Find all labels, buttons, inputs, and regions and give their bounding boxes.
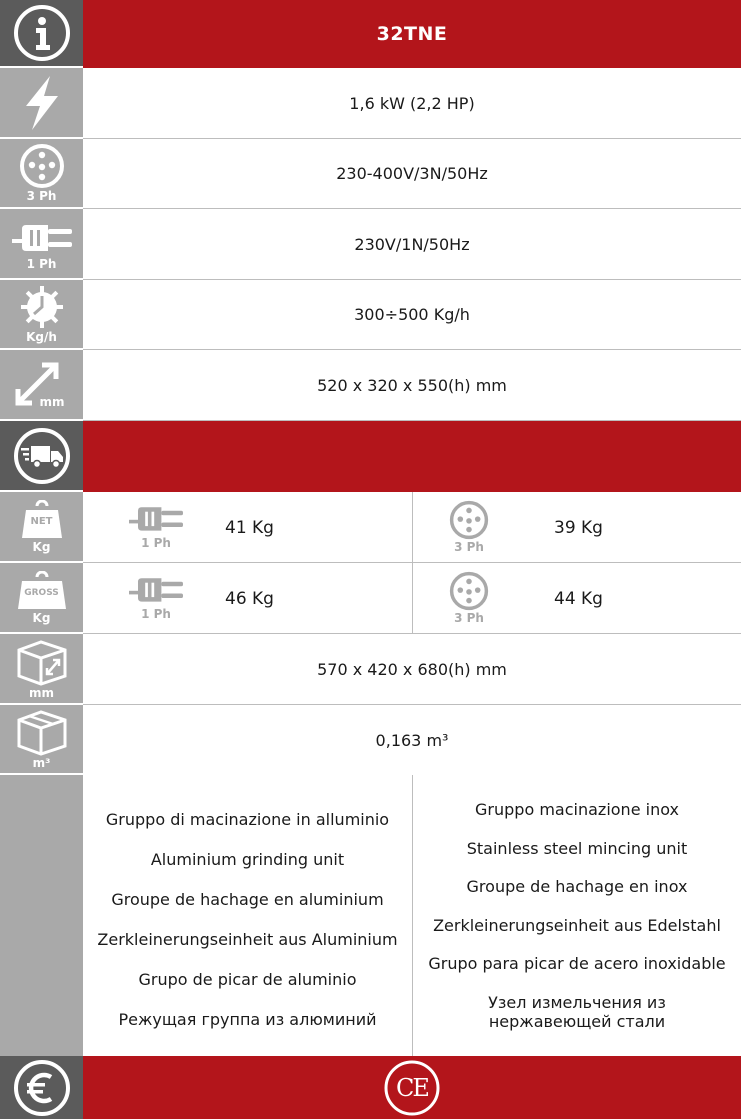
dimensions-caption: mm	[39, 394, 65, 409]
net-unit-caption: Kg	[32, 539, 51, 554]
gross-single-phase-value: 46 Kg	[225, 588, 274, 609]
gross-single-phase-caption: 1 Ph	[141, 607, 171, 621]
stainless-description-ru: Узел измельчения из нержавеющей стали	[488, 992, 666, 1031]
net-single-phase-caption: 1 Ph	[141, 536, 171, 550]
three-phase-row	[0, 139, 744, 209]
stainless-description-de: Zerkleinerungseinheit aus Edelstahl	[433, 915, 721, 935]
single-phase-icon-cell	[0, 209, 83, 280]
packing-dimensions-caption: mm	[28, 685, 54, 700]
model-title-cell	[83, 0, 741, 68]
shipping-header-band	[83, 421, 741, 492]
header-row	[0, 0, 744, 68]
stainless-description-column	[413, 775, 741, 1056]
net-weight-icon-cell	[0, 492, 83, 563]
net-weight-row	[0, 492, 744, 563]
single-phase-caption: 1 Ph	[26, 256, 57, 271]
lightning-bolt-icon	[20, 74, 64, 132]
three-phase-socket-icon	[18, 143, 66, 189]
packing-dimensions-row	[0, 634, 744, 705]
info-cell	[0, 0, 83, 68]
gross-three-phase-value: 44 Kg	[554, 588, 603, 609]
power-value: 1,6 kW (2,2 HP)	[349, 93, 475, 113]
aluminium-description-it: Gruppo di macinazione in alluminio	[105, 810, 390, 829]
dimensions-icon-cell	[0, 350, 83, 421]
net-weight-icon	[18, 500, 66, 540]
single-phase-supply-value: 230V/1N/50Hz	[354, 234, 470, 254]
volume-value: 0,163 m³	[375, 730, 449, 750]
dimensions-row	[0, 350, 744, 421]
gross-weight-row	[0, 563, 744, 634]
output-row	[0, 280, 744, 350]
description-row	[0, 775, 744, 1056]
power-row	[0, 68, 744, 139]
net-plug-mini	[116, 500, 196, 550]
ce-mark	[384, 1060, 440, 1116]
gross-plug-mini	[116, 571, 196, 621]
gross-weight-icon-cell	[0, 563, 83, 634]
aluminium-description-ru: Режущая группа из алюминий	[118, 1010, 377, 1029]
three-phase-caption: 3 Ph	[26, 189, 57, 203]
aluminium-description-column	[83, 775, 413, 1056]
aluminium-description-fr: Groupe de hachage en aluminium	[111, 890, 384, 909]
single-phase-row	[0, 209, 744, 280]
output-value-cell	[83, 280, 741, 350]
output-caption: Kg/h	[26, 330, 57, 344]
box-icon	[15, 708, 69, 756]
gear-clock-icon	[18, 284, 66, 330]
aluminium-description-en: Aluminium grinding unit	[150, 850, 345, 869]
shipping-header-row	[0, 421, 744, 492]
single-phase-value-cell	[83, 209, 741, 280]
volume-caption: m³	[32, 756, 51, 770]
box-dimensions-icon	[15, 638, 69, 686]
packing-dimensions-value: 570 x 420 x 680(h) mm	[317, 659, 507, 679]
three-phase-icon-cell	[0, 139, 83, 209]
ce-mark-text: CE	[396, 1073, 428, 1102]
gross-three-phase-caption: 3 Ph	[454, 611, 484, 625]
stainless-description-es: Grupo para picar de acero inoxidable	[428, 954, 726, 974]
power-value-cell	[83, 68, 741, 139]
net-single-phase-value: 41 Kg	[225, 517, 274, 538]
aluminium-description-de: Zerkleinerungseinheit aus Aluminium	[97, 930, 398, 949]
power-icon-cell	[0, 68, 83, 139]
gross-socket-mini	[429, 571, 509, 625]
output-value: 300÷500 Kg/h	[354, 305, 470, 324]
dimensions-value: 520 x 320 x 550(h) mm	[317, 375, 507, 395]
gross-label: GROSS	[24, 587, 59, 598]
model-title: 32TNE	[376, 23, 448, 45]
stainless-description-it: Gruppo macinazione inox	[475, 800, 679, 820]
three-phase-supply-value: 230-400V/3N/50Hz	[336, 164, 488, 183]
info-icon	[13, 4, 71, 62]
net-three-phase-value: 39 Kg	[554, 517, 603, 538]
shipping-icon-cell	[0, 421, 83, 492]
aluminium-description-es: Grupo de picar de aluminio	[138, 970, 357, 989]
net-socket-mini	[429, 500, 509, 554]
plug-icon	[10, 217, 74, 257]
packing-dimensions-value-cell	[83, 634, 741, 705]
gross-unit-caption: Kg	[32, 610, 51, 625]
volume-value-cell	[83, 705, 741, 775]
dimensions-value-cell	[83, 350, 741, 421]
footer-row	[0, 1056, 744, 1119]
three-phase-value-cell	[83, 139, 741, 209]
packing-dimensions-icon-cell	[0, 634, 83, 705]
output-icon-cell	[0, 280, 83, 350]
three-phase-socket-icon	[447, 571, 491, 611]
delivery-truck-icon	[13, 427, 71, 485]
plug-icon	[125, 571, 187, 607]
three-phase-socket-icon	[447, 500, 491, 540]
dimensions-icon-group	[12, 357, 72, 413]
stainless-description-en: Stainless steel mincing unit	[466, 838, 688, 858]
volume-row	[0, 705, 744, 775]
ce-mark-cell	[83, 1056, 741, 1119]
plug-icon	[125, 500, 187, 536]
euro-icon-cell	[0, 1056, 83, 1119]
stainless-description-fr: Groupe de hachage en inox	[466, 877, 688, 897]
net-label: NET	[30, 515, 53, 527]
description-icon-cell	[0, 775, 83, 1056]
volume-icon-cell	[0, 705, 83, 775]
euro-icon	[13, 1059, 71, 1117]
gross-weight-icon	[16, 571, 68, 611]
net-three-phase-caption: 3 Ph	[454, 540, 484, 554]
